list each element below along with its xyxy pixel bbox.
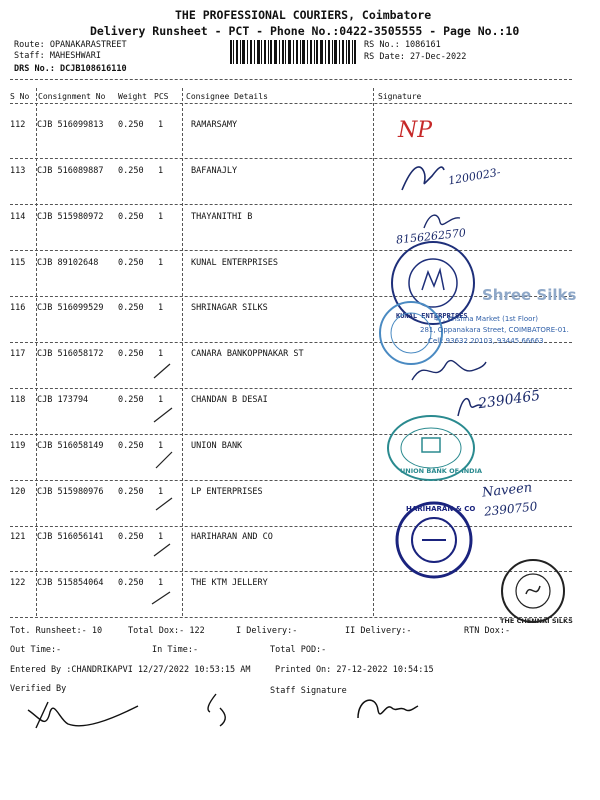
tot-runsheet: Tot. Runsheet:- 10 xyxy=(10,626,103,636)
row-consignment: CJB 515980976 xyxy=(37,487,104,497)
drs-number: DRS No.: DCJB108616110 xyxy=(14,64,127,74)
row-sno: 119 xyxy=(10,441,26,451)
row-consignee: THAYANITHI B xyxy=(191,212,253,222)
shree-silks-name: Shree Silks xyxy=(482,286,577,304)
signature-117 xyxy=(408,350,488,390)
col-header-sno: S No xyxy=(10,92,30,101)
verified-by-label: Verified By xyxy=(10,684,67,694)
row-rule xyxy=(10,158,572,159)
row-weight: 0.250 xyxy=(118,487,144,497)
row-sno: 114 xyxy=(10,212,26,222)
hariharan-stamp-text: HARIHARAN & CO xyxy=(406,505,476,513)
rule-header-bottom xyxy=(10,103,572,104)
row-consignment: CJB 173794 xyxy=(37,395,89,405)
row-weight: 0.250 xyxy=(118,395,144,405)
rtn-dox: RTN Dox:- xyxy=(464,626,511,636)
rs-date: RS Date: 27-Dec-2022 xyxy=(364,52,467,62)
rs-number: RS No.: 1086161 xyxy=(364,40,441,50)
col-header-pcs: PCS xyxy=(154,92,169,101)
total-pod: Total POD:- xyxy=(270,645,327,655)
route-label: Route: OPANAKARASTREET xyxy=(14,40,127,50)
printed-on: Printed On: 27-12-2022 10:54:15 xyxy=(275,665,434,675)
row-sno: 122 xyxy=(10,578,26,588)
row-pcs: 1 xyxy=(158,349,164,359)
row-consignee: UNION BANK xyxy=(191,441,243,451)
chennai-silks-stamp xyxy=(498,556,568,626)
row-weight: 0.250 xyxy=(118,303,144,313)
total-dox: Total Dox:- 122 xyxy=(128,626,205,636)
barcode xyxy=(230,40,356,64)
row-sno: 121 xyxy=(10,532,26,542)
ii-delivery: II Delivery:- xyxy=(345,626,412,636)
row-consignment: CJB 516058149 xyxy=(37,441,104,451)
col-header-consignee: Consignee Details xyxy=(186,92,268,101)
row-consignee: LP ENTERPRISES xyxy=(191,487,263,497)
row-sno: 116 xyxy=(10,303,26,313)
row-consignment: CJB 516089887 xyxy=(37,166,104,176)
row-pcs: 1 xyxy=(158,120,164,130)
chennai-silks-stamp-text: THE CHENNAI SILKS xyxy=(500,617,573,625)
tick-marks xyxy=(150,360,180,610)
row-consignment: CJB 516099529 xyxy=(37,303,104,313)
row-sno: 112 xyxy=(10,120,26,130)
row-consignee: THE KTM JELLERY xyxy=(191,578,268,588)
row-weight: 0.250 xyxy=(118,166,144,176)
row-rule xyxy=(10,250,572,251)
row-pcs: 1 xyxy=(158,532,164,542)
row-rule xyxy=(10,480,572,481)
row-pcs: 1 xyxy=(158,578,164,588)
row-consignee: BAFANAJLY xyxy=(191,166,238,176)
row-weight: 0.250 xyxy=(118,349,144,359)
row-sno: 117 xyxy=(10,349,26,359)
row-consignee: SHRINAGAR SILKS xyxy=(191,303,268,313)
row-sno: 118 xyxy=(10,395,26,405)
handwritten-number-118: 2390465 xyxy=(477,387,542,413)
handwritten-number-114: 8156262570 xyxy=(395,226,467,247)
runsheet-title: Delivery Runsheet - PCT - Phone No.:0422-3505555 - Page No.:10 xyxy=(90,24,520,38)
verifier-signature xyxy=(20,690,240,740)
row-consignment: CJB 516099813 xyxy=(37,120,104,130)
row-consignee: HARIHARAN AND CO xyxy=(191,532,273,542)
row-rule xyxy=(10,434,572,435)
row-weight: 0.250 xyxy=(118,258,144,268)
table-row xyxy=(10,212,572,258)
rule-top xyxy=(10,79,572,80)
staff-signature xyxy=(352,688,422,728)
out-time: Out Time:- xyxy=(10,645,62,655)
handwritten-number-113: 1200023- xyxy=(447,165,502,188)
row-weight: 0.250 xyxy=(118,212,144,222)
row-consignee: CANARA BANKOPPNAKAR ST xyxy=(191,349,304,359)
table-row xyxy=(10,120,572,166)
row-rule xyxy=(10,204,572,205)
row-pcs: 1 xyxy=(158,487,164,497)
kunal-stamp-text: KUNAL ENTERPRISES xyxy=(396,312,468,320)
row-sno: 115 xyxy=(10,258,26,268)
row-sno: 113 xyxy=(10,166,26,176)
shree-silks-address: 281, Oppanakara Street, COIMBATORE-01. xyxy=(420,326,569,334)
row-consignee: RAMARSAMY xyxy=(191,120,238,130)
row-pcs: 1 xyxy=(158,303,164,313)
row-consignment: CJB 515854064 xyxy=(37,578,104,588)
staff-signature-label: Staff Signature xyxy=(270,686,347,696)
row-pcs: 1 xyxy=(158,166,164,176)
col-header-weight: Weight xyxy=(118,92,147,101)
np-mark: NP xyxy=(398,118,433,143)
row-consignment: CJB 89102648 xyxy=(37,258,99,268)
row-rule xyxy=(10,526,572,527)
company-title: THE PROFESSIONAL COURIERS, Coimbatore xyxy=(175,8,432,22)
row-weight: 0.250 xyxy=(118,441,144,451)
row-consignee: KUNAL ENTERPRISES xyxy=(191,258,278,268)
i-delivery: I Delivery:- xyxy=(236,626,298,636)
row-consignment: CJB 515980972 xyxy=(37,212,104,222)
row-weight: 0.250 xyxy=(118,532,144,542)
row-pcs: 1 xyxy=(158,395,164,405)
row-sno: 120 xyxy=(10,487,26,497)
row-consignee: CHANDAN B DESAI xyxy=(191,395,268,405)
row-consignment: CJB 516058172 xyxy=(37,349,104,359)
handwritten-name-naveen: Naveen xyxy=(481,480,533,501)
row-rule xyxy=(10,571,572,572)
row-pcs: 1 xyxy=(158,441,164,451)
in-time: In Time:- xyxy=(152,645,199,655)
col-header-consignment: Consignment No xyxy=(38,92,106,101)
handwritten-number-120: 2390750 xyxy=(483,499,539,519)
staff-label: Staff: MAHESHWARI xyxy=(14,51,101,61)
shree-silks-market: 47, Krishna Market (1st Floor) xyxy=(434,315,539,323)
col-header-signature: Signature xyxy=(378,92,422,101)
row-weight: 0.250 xyxy=(118,120,144,130)
union-bank-stamp-text: UNION BANK OF INDIA xyxy=(400,467,483,475)
entered-by: Entered By :CHANDRIKAPVI 12/27/2022 10:53:15 AM xyxy=(10,665,251,675)
shree-silks-cell: Cell: 93632 20103, 93445 66663 xyxy=(428,337,544,345)
row-rule-bottom xyxy=(10,617,572,618)
row-consignment: CJB 516056141 xyxy=(37,532,104,542)
row-pcs: 1 xyxy=(158,258,164,268)
row-pcs: 1 xyxy=(158,212,164,222)
row-weight: 0.250 xyxy=(118,578,144,588)
